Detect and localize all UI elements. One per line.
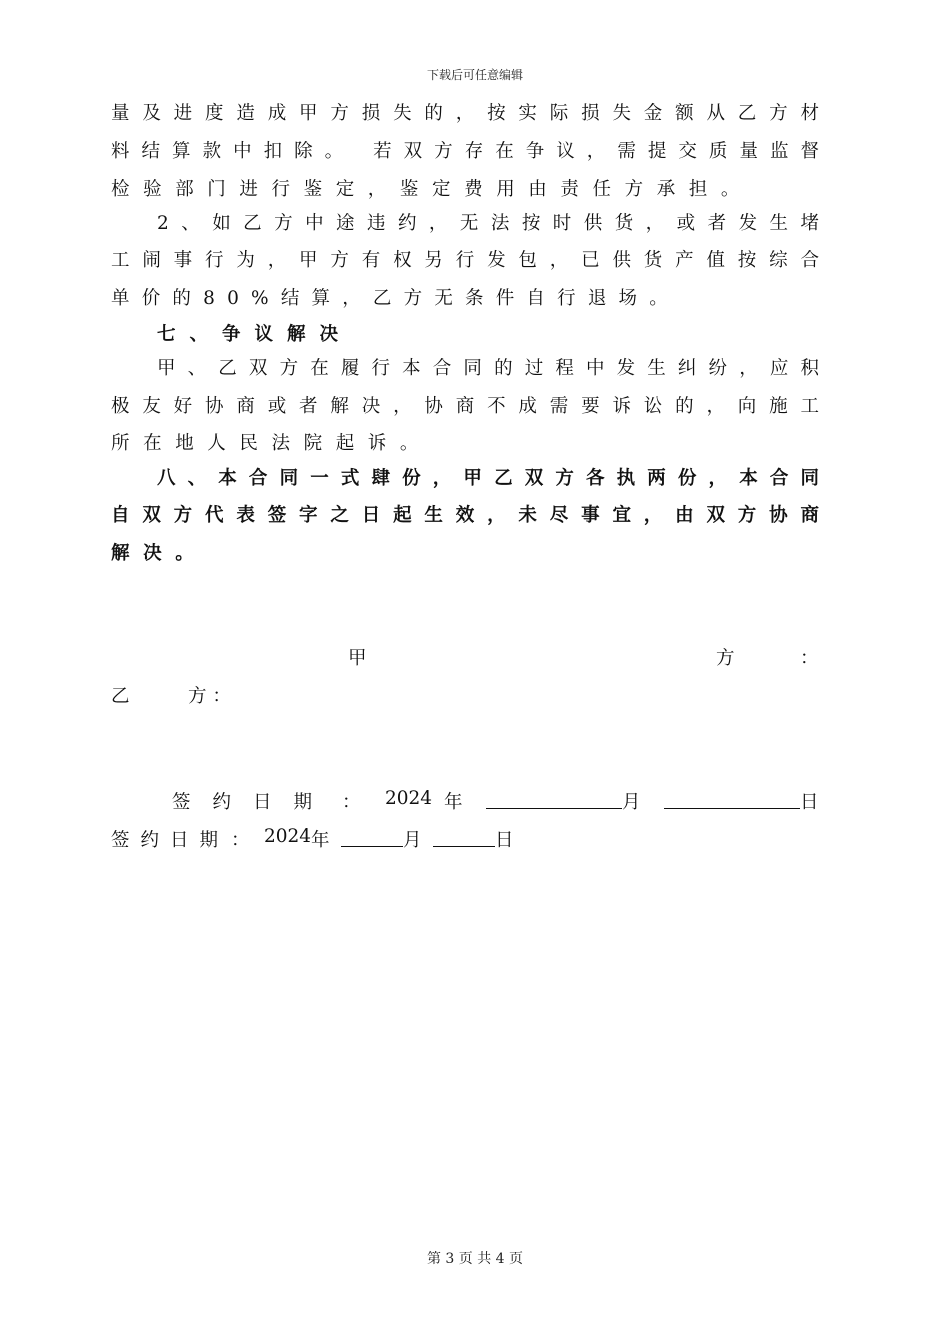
sign-date-colon: ： (342, 792, 361, 813)
sign-date-month-blank (341, 828, 403, 847)
page-header-note: 下载后可任意编辑 (426, 68, 523, 82)
sign-date-year: 2024 (385, 788, 433, 809)
party-b-label: 乙 (111, 686, 130, 707)
party-a-colon: ： (800, 648, 819, 669)
paragraph-line: 单价的80%结算，乙方无条件自行退场。 (111, 288, 680, 309)
section-heading: 七、争议解决 (157, 324, 353, 345)
sign-date-year: 2024 (264, 826, 312, 847)
sign-date-month-blank (486, 790, 622, 809)
sign-date-year-unit: 年 (311, 830, 330, 851)
paragraph-line: 工闹事行为，甲方有权另行发包，已供货产值按综合 (111, 250, 819, 271)
sign-date-year-unit: 年 (444, 792, 463, 813)
party-b-label: 方 ： (188, 686, 231, 707)
paragraph-line: 所在地人民法院起诉。 (111, 433, 433, 454)
paragraph-line: 料结算款中扣除。 若双方存在争议，需提交质量监督 (111, 141, 819, 162)
page-footer-number: 第 3 页 共 4 页 (426, 1251, 524, 1267)
sign-date-month-unit: 月 (622, 792, 641, 813)
party-a-label: 方 (716, 648, 735, 669)
paragraph-line: 解决。 (111, 543, 208, 564)
paragraph-line: 八、本合同一式肆份，甲乙双方各执两份，本合同 (157, 468, 819, 489)
sign-date-colon: ： (231, 830, 250, 851)
sign-date-label: 签约日期 (172, 792, 335, 813)
paragraph-line: 2、如乙方中途违约，无法按时供货，或者发生堵 (157, 213, 819, 234)
sign-date-day-unit: 日 (495, 830, 514, 851)
paragraph-line: 量及进度造成甲方损失的，按实际损失金额从乙方材 (111, 103, 819, 124)
sign-date-day-unit: 日 (800, 792, 819, 813)
paragraph-line: 极友好协商或者解决，协商不成需要诉讼的，向施工 (111, 396, 819, 417)
sign-date-label: 签约日期 (111, 830, 230, 851)
sign-date-day-blank (433, 828, 495, 847)
sign-date-day-blank (664, 790, 800, 809)
sign-date-month-unit: 月 (403, 830, 422, 851)
paragraph-line: 自双方代表签字之日起生效，未尽事宜，由双方协商 (111, 505, 819, 526)
party-a-label: 甲 (348, 648, 367, 669)
paragraph-line: 检验部门进行鉴定，鉴定费用由责任方承担。 (111, 179, 754, 200)
paragraph-line: 甲、乙双方在履行本合同的过程中发生纠纷，应积 (157, 358, 819, 379)
